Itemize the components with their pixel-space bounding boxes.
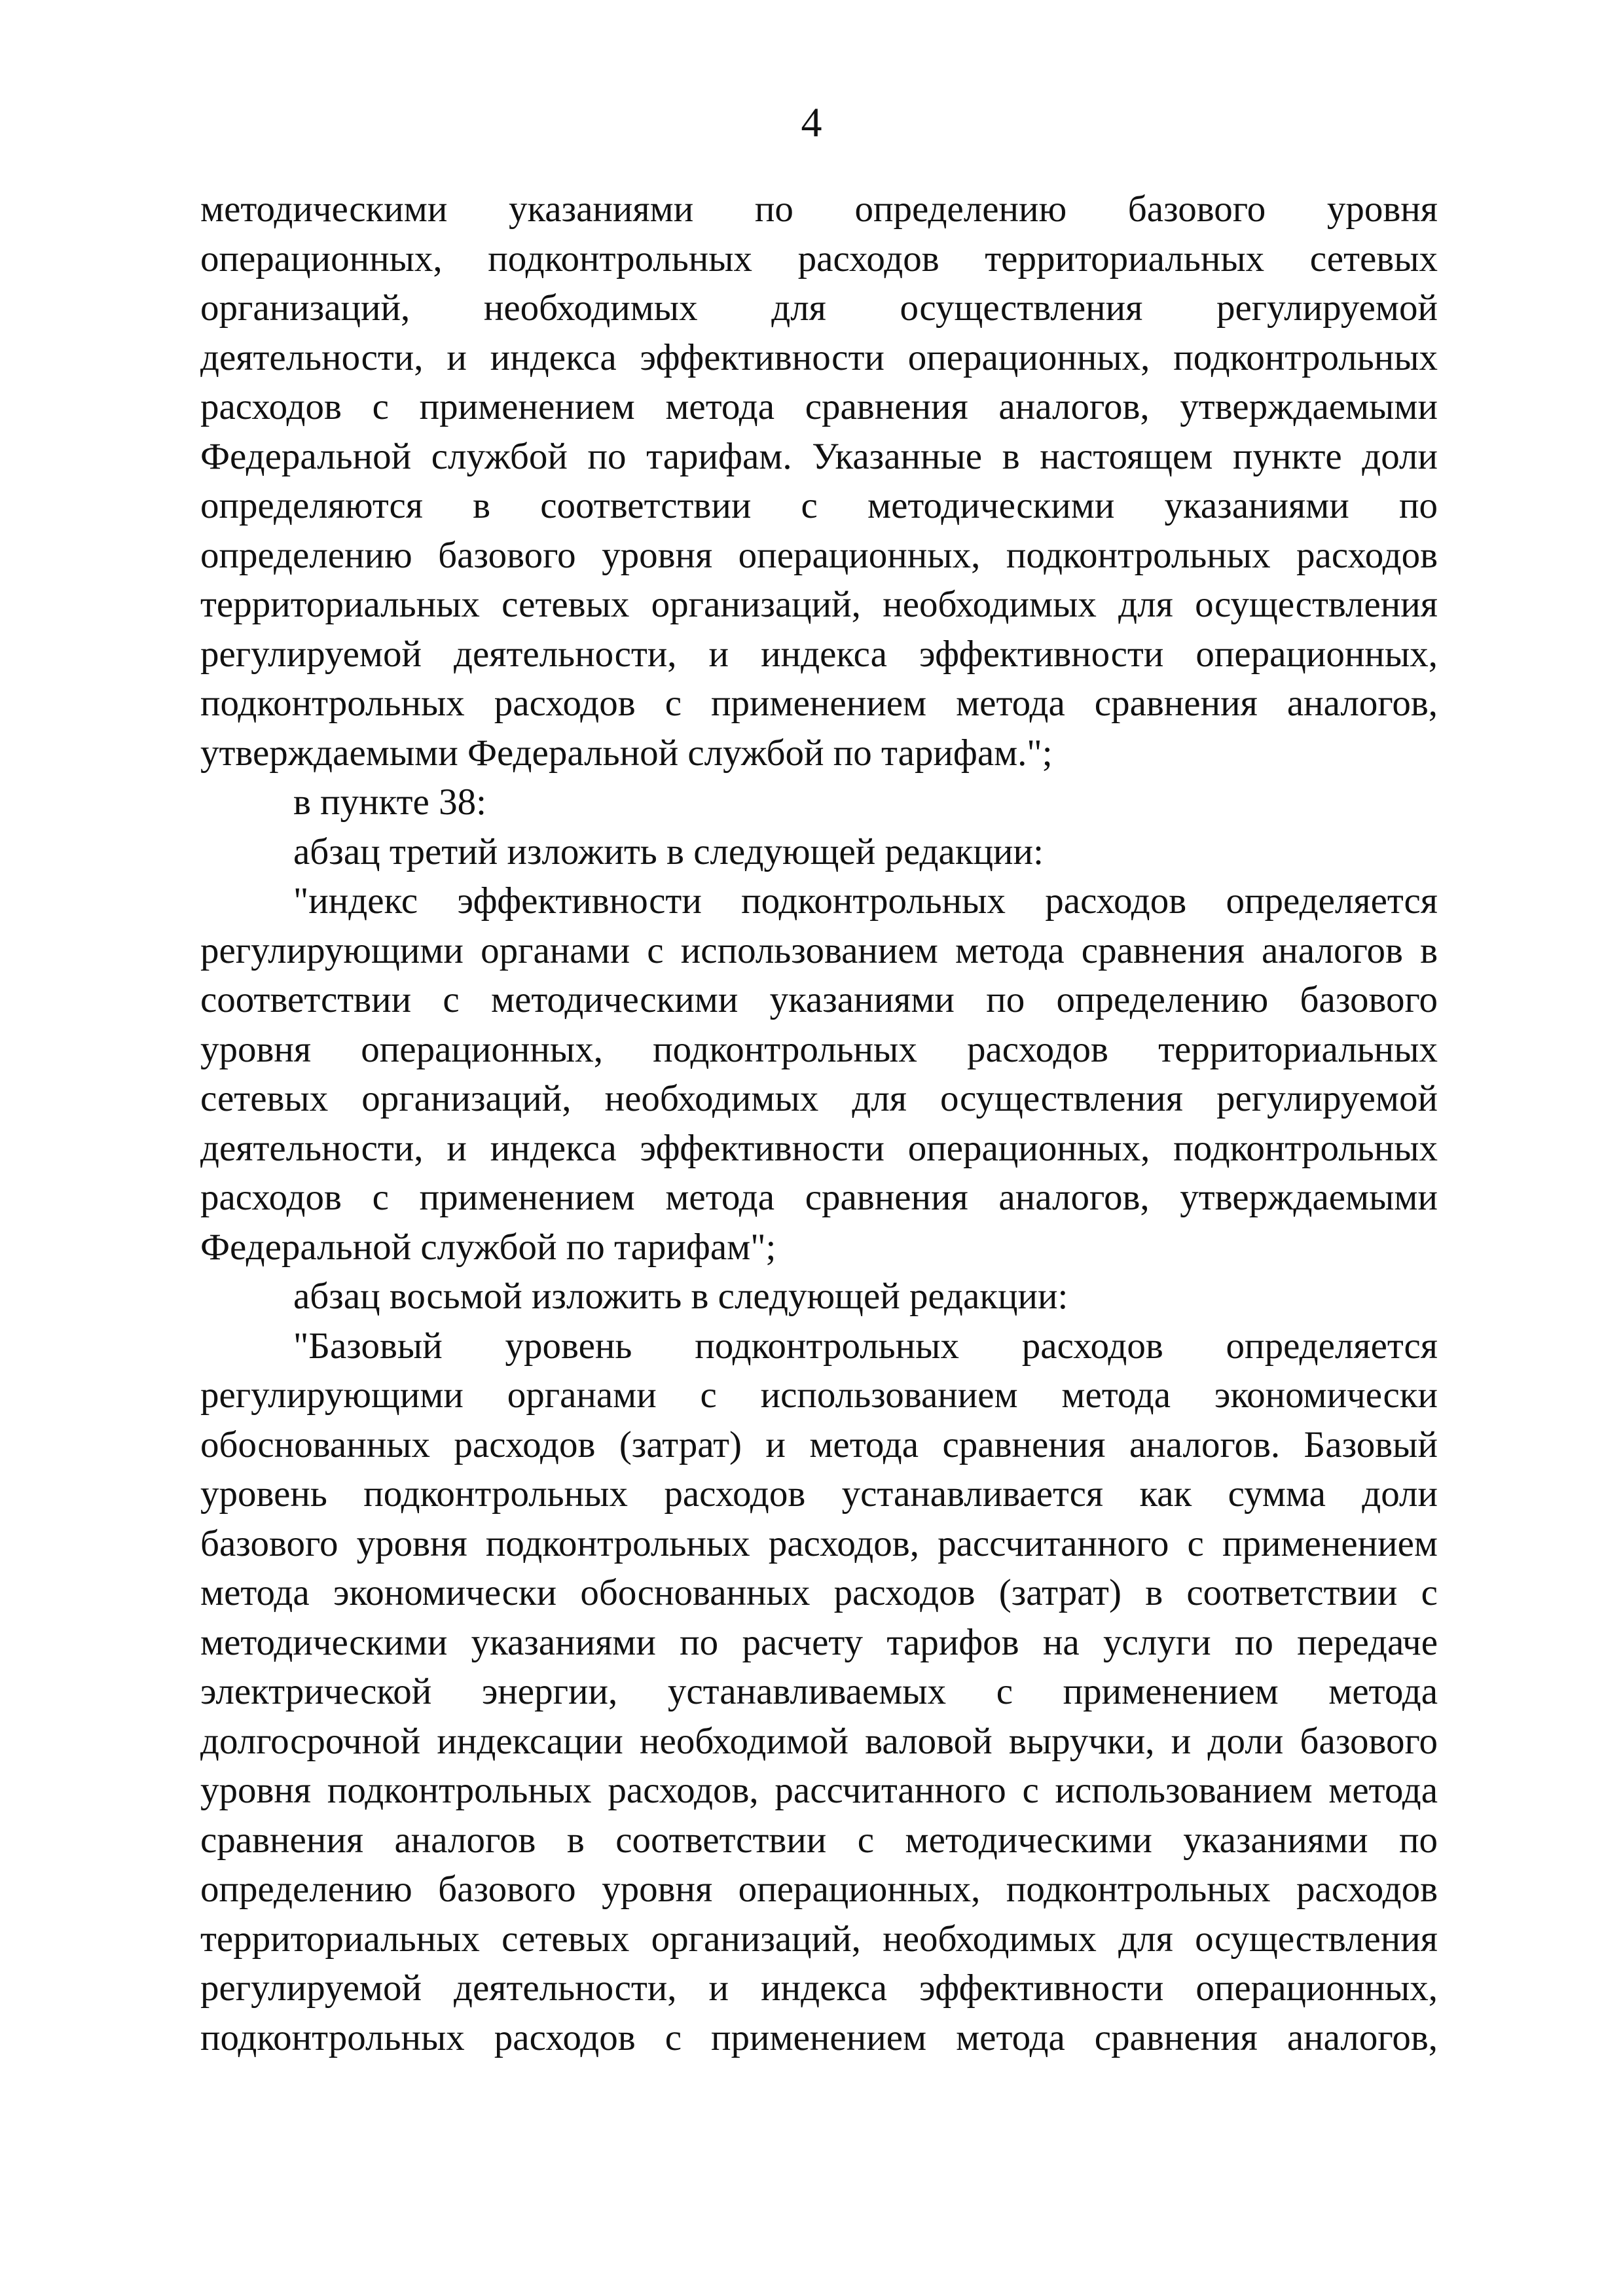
text-line: регулирующими органами с использованием метода экономически [200,1374,1438,1416]
page-number: 4 [801,99,822,145]
text-line: методическими указаниями по расчету тарифов на услуги по передаче [200,1621,1438,1663]
text-line: операционных, подконтрольных расходов территориальных сетевых [200,238,1438,279]
text-line: регулирующими органами с использованием метода сравнения аналогов в [200,929,1438,971]
text-line: деятельности, и индекса эффективности операционных, подконтрольных [200,1127,1438,1169]
text-line: подконтрольных расходов с применением метода сравнения аналогов, [200,683,1438,724]
text-line: регулируемой деятельности, и индекса эффективности операционных, [200,633,1438,675]
text-line: "Базовый уровень подконтрольных расходов определяется [293,1325,1438,1367]
text-line: территориальных сетевых организаций, необходимых для осуществления [200,584,1438,625]
document-body [200,185,1438,2062]
text-line: метода экономически обоснованных расходов (затрат) в соответствии с [200,1572,1438,1613]
text-line: базового уровня подконтрольных расходов, рассчитанного с применением [200,1522,1438,1564]
text-line: абзац третий изложить в следующей редакции: [293,831,1044,872]
text-line: уровень подконтрольных расходов устанавливается как сумма доли [200,1473,1438,1515]
text-line: "индекс эффективности подконтрольных расходов определяется [293,880,1438,922]
text-line: электрической энергии, устанавливаемых с применением метода [200,1671,1438,1712]
text-line: определению базового уровня операционных, подконтрольных расходов [200,534,1438,576]
text-line: обоснованных расходов (затрат) и метода сравнения аналогов. Базовый [200,1424,1438,1465]
text-line: уровня операционных, подконтрольных расходов территориальных [200,1028,1438,1070]
text-line: территориальных сетевых организаций, необходимых для осуществления [200,1918,1438,1960]
text-line: определению базового уровня операционных, подконтрольных расходов [200,1869,1438,1910]
text-line: деятельности, и индекса эффективности операционных, подконтрольных [200,336,1438,378]
text-line: расходов с применением метода сравнения аналогов, утверждаемыми [200,386,1438,427]
text-line: в пункте 38: [293,781,486,823]
text-line: абзац восьмой изложить в следующей редакции: [293,1276,1068,1317]
text-line: уровня подконтрольных расходов, рассчитанного с использованием метода [200,1770,1438,1811]
text-line: сравнения аналогов в соответствии с методическими указаниями по [200,1819,1438,1861]
text-line: долгосрочной индексации необходимой валовой выручки, и доли базового [200,1720,1438,1762]
text-line: расходов с применением метода сравнения аналогов, утверждаемыми [200,1177,1438,1218]
text-line: регулируемой деятельности, и индекса эффективности операционных, [200,1967,1438,2009]
text-line: подконтрольных расходов с применением метода сравнения аналогов, [200,2017,1438,2058]
text-line: определяются в соответствии с методическими указаниями по [200,485,1438,526]
text-line: утверждаемыми Федеральной службой по тарифам."; [200,732,1053,774]
text-line: Федеральной службой по тарифам"; [200,1226,776,1268]
text-line: методическими указаниями по определению базового уровня [200,188,1438,230]
text-line: организаций, необходимых для осуществления регулируемой [200,287,1438,329]
text-line: сетевых организаций, необходимых для осуществления регулируемой [200,1078,1438,1119]
text-line: Федеральной службой по тарифам. Указанные в настоящем пункте доли [200,435,1438,477]
text-line: соответствии с методическими указаниями по определению базового [200,979,1438,1020]
